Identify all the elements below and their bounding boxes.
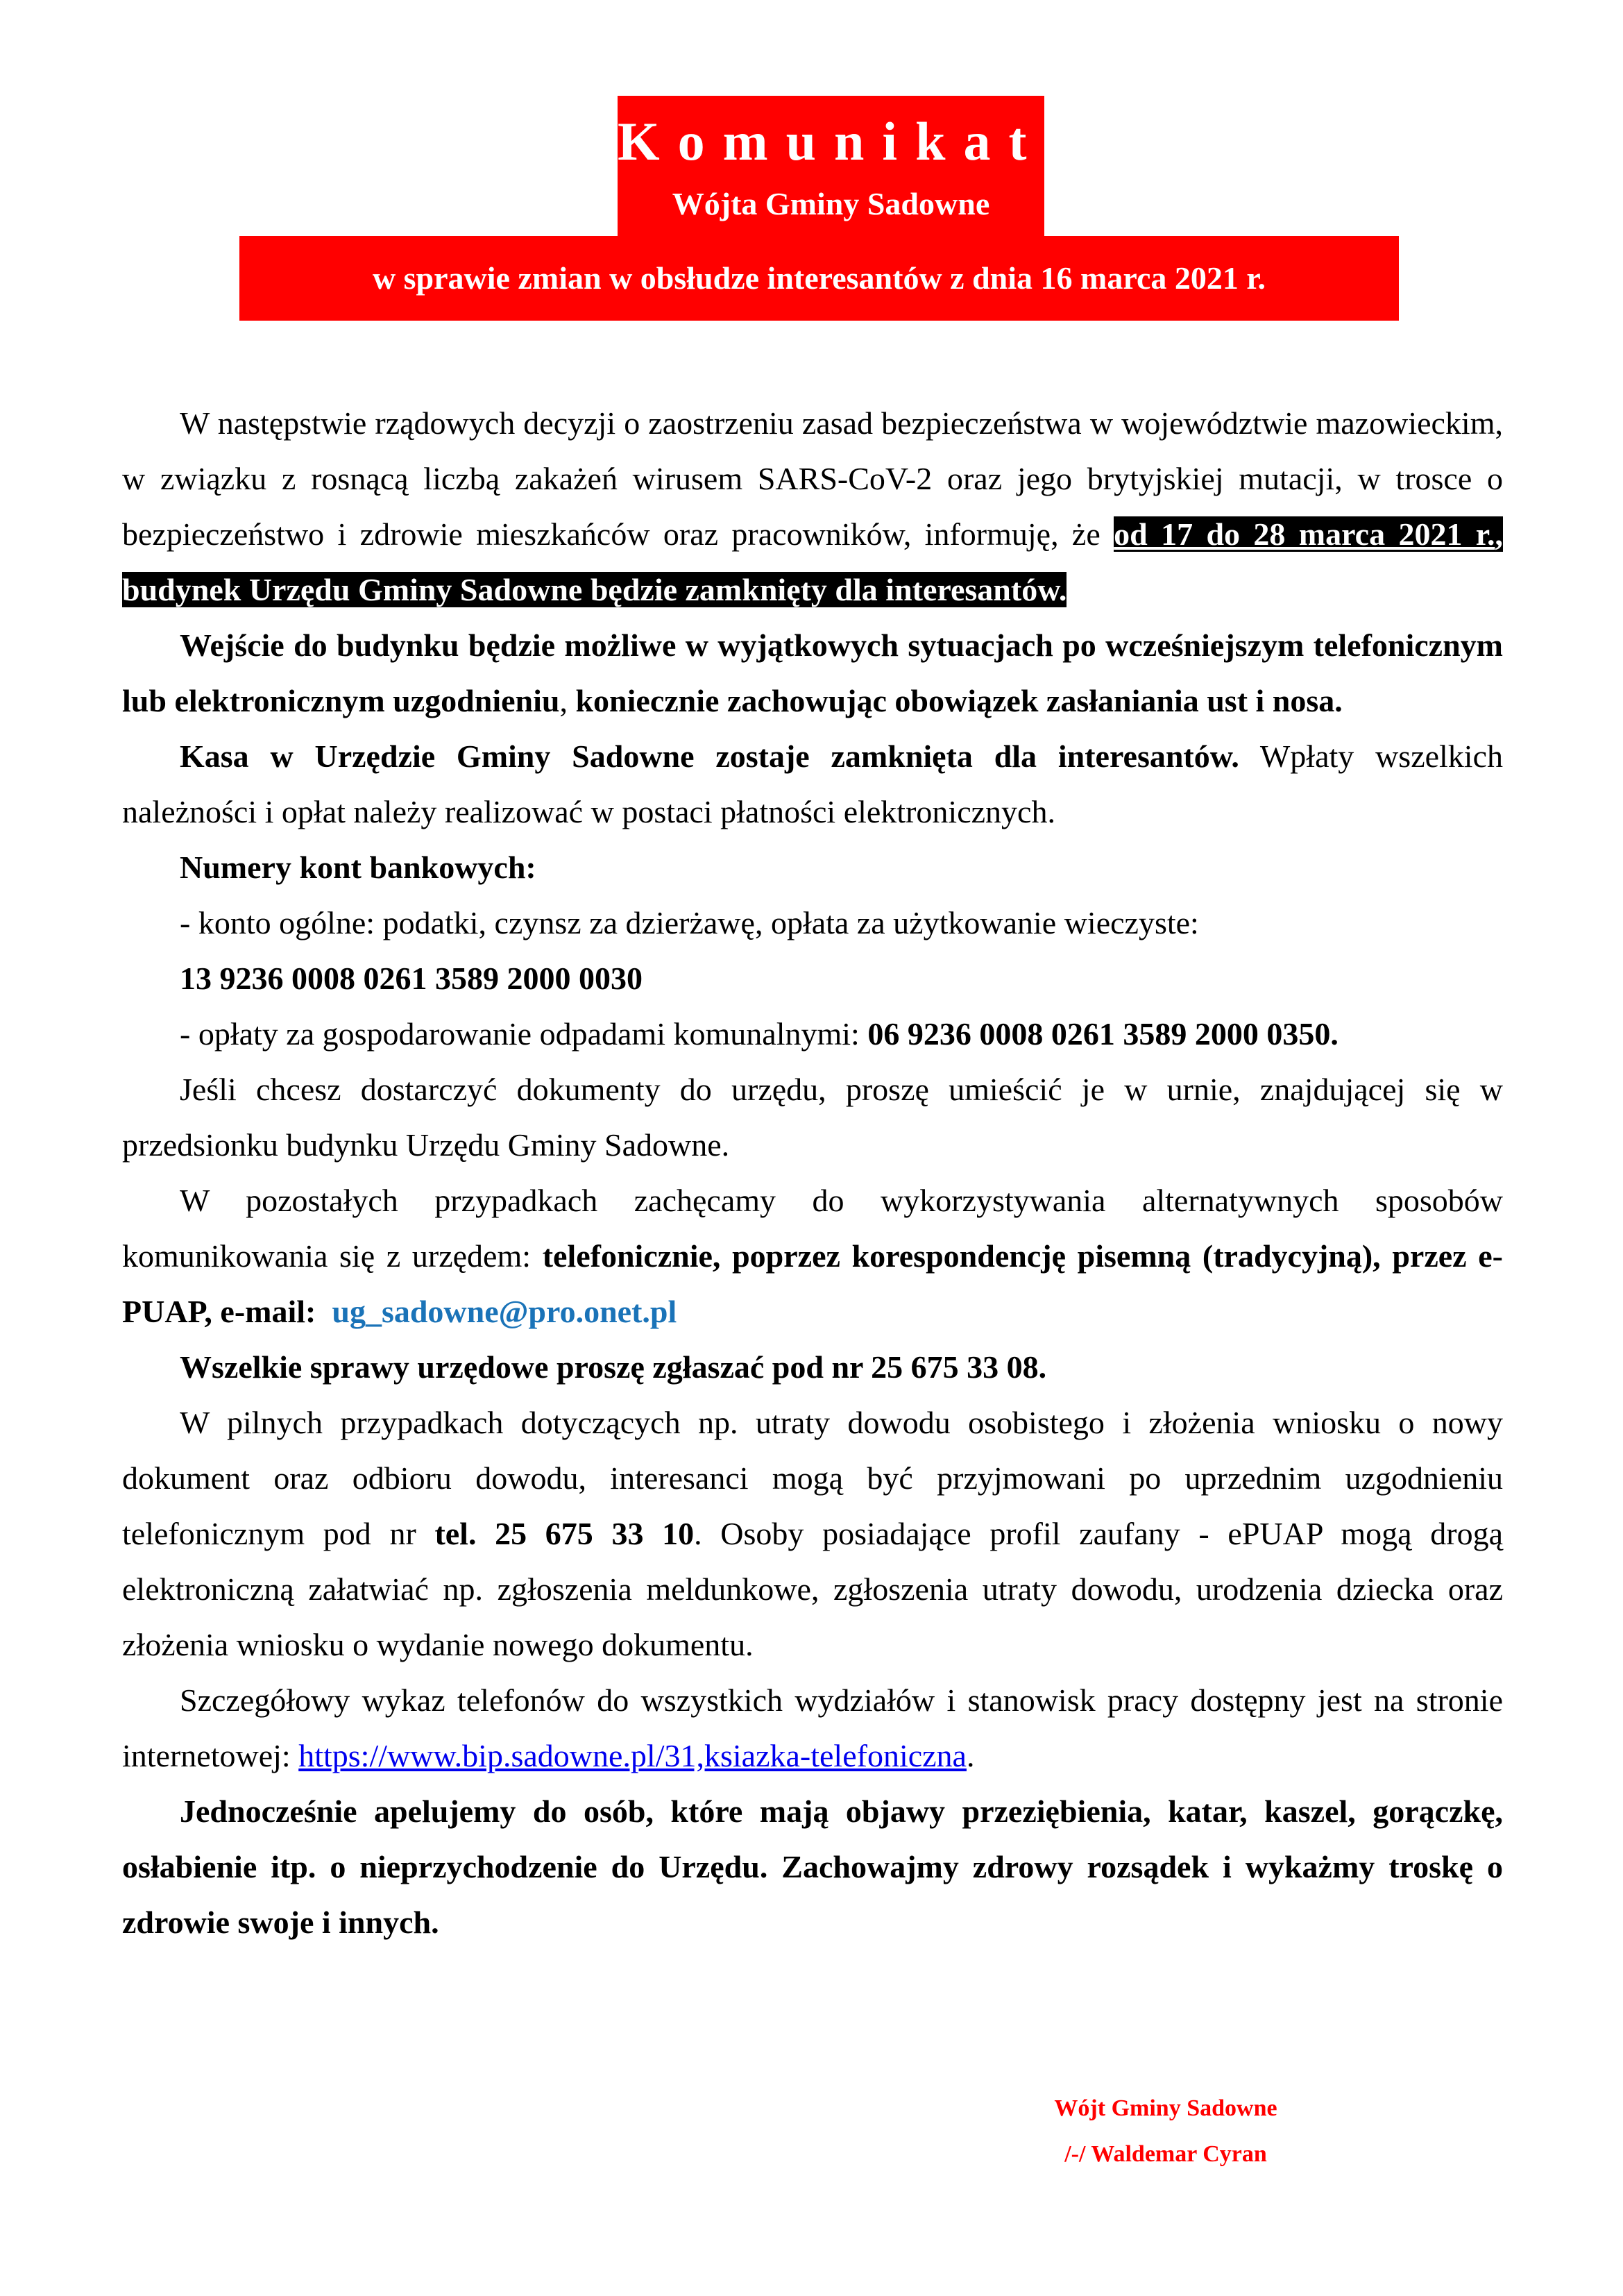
entry-sep: , (559, 683, 576, 718)
paragraph-phone: Wszelkie sprawy urzędowe proszę zgłaszać pod nr 25 675 33 08. (180, 1349, 1047, 1385)
contact-methods: telefonicznie, poprzez korespondencję pisemną (tradycyjną), przez e-PUAP, e-mail: (122, 1238, 1503, 1329)
contact-intro: W pozostałych przypadkach zachęcamy do wykorzystywania alternatywnych sposobów komunikowania się z urzędem: (122, 1183, 1503, 1274)
urgent-text-a: W pilnych przypadkach dotyczących np. utraty dowodu osobistego i złożenia wniosku o nowy dokument oraz odbioru dowodu, interesanci mogą być przyjmowani po uprzednim uzgodnieniu telefonicznym pod nr (122, 1405, 1503, 1551)
directory-link[interactable]: https://www.bip.sadowne.pl/31,ksiazka-telefoniczna (298, 1738, 967, 1773)
paragraph-entry (122, 618, 1503, 729)
accounts-heading: Numery kont bankowych: (180, 850, 536, 885)
cashier-payments: Wpłaty wszelkich należności i opłat należy realizować w postaci płatności elektronicznych. (122, 738, 1504, 829)
paragraph-directory (122, 1673, 1503, 1784)
urgent-phone: tel. 25 675 33 10 (434, 1516, 695, 1551)
signature-name: /-/ Waldemar Cyran (1064, 2141, 1267, 2167)
entry-rule: Wejście do budynku będzie możliwe w wyjątkowych sytuacjach po wcześniejszym telefonicznym lub elektronicznym uzgodnieniu (122, 627, 1503, 718)
document-body (122, 396, 1503, 1950)
document-subject: w sprawie zmian w obsłudze interesantów z dnia 16 marca 2021 r. (239, 236, 1399, 321)
directory-end: . (966, 1738, 975, 1773)
signature-title: Wójt Gminy Sadowne (1054, 2095, 1277, 2121)
contact-gap (316, 1294, 332, 1329)
account-general-label: - konto ogólne: podatki, czynsz za dzierżawę, opłata za użytkowanie wieczyste: (180, 905, 1199, 940)
signature (958, 2086, 1374, 2177)
account-waste-label: - opłaty za gospodarowanie odpadami komunalnymi: (180, 1016, 868, 1052)
urgent-text-b: . Osoby posiadające profil zaufany - ePUAP mogą drogą elektroniczną załatwiać np. zgłoszenia meldunkowe, zgłoszenia utraty dowodu, urodzenia dziecka oraz złożenia wniosku o wydanie nowego dokumentu. (122, 1516, 1503, 1662)
paragraph-appeal: Jednocześnie apelujemy do osób, które mają objawy przeziębienia, katar, kaszel, gorączkę, osłabienie itp. o nieprzychodzenie do Urzędu. Zachowajmy zdrowy rozsądek i wykażmy troskę o zdrowie swoje i innych. (122, 1793, 1503, 1940)
email-link[interactable]: ug_sadowne@pro.onet.pl (332, 1294, 677, 1329)
account-waste (122, 1006, 1503, 1062)
paragraph-contact (122, 1173, 1503, 1340)
cashier-closed: Kasa w Urzędzie Gminy Sadowne zostaje zamknięta dla interesantów. (180, 738, 1239, 774)
directory-text: Szczegółowy wykaz telefonów do wszystkich wydziałów i stanowisk pracy dostępny jest na stronie internetowej: (122, 1682, 1503, 1773)
header-title-box (618, 96, 1044, 236)
closure-dates: od 17 do 28 marca 2021 r. (1114, 516, 1495, 552)
document-title: Komunikat (618, 111, 1045, 171)
document-subtitle: Wójta Gminy Sadowne (672, 186, 990, 221)
paragraph-closure (122, 396, 1503, 618)
closure-statement: , budynek Urzędu Gminy Sadowne będzie zamknięty dla interesantów. (122, 516, 1503, 607)
paragraph-urgent (122, 1395, 1503, 1673)
closure-intro: W następstwie rządowych decyzji o zaostrzeniu zasad bezpieczeństwa w województwie mazowieckim, w związku z rosnącą liczbą zakażeń wirusem SARS-CoV-2 oraz jego brytyjskiej mutacji, w trosce o bezpieczeństwo i zdrowie mieszkańców oraz pracowników, informuję, że (122, 405, 1503, 552)
paragraph-documents: Jeśli chcesz dostarczyć dokumenty do urzędu, proszę umieścić je w urnie, znajdującej się w przedsionku budynku Urzędu Gminy Sadowne. (122, 1072, 1503, 1163)
entry-mask-rule: koniecznie zachowując obowiązek zasłaniania ust i nosa. (575, 683, 1343, 718)
account-waste-number: 06 9236 0008 0261 3589 2000 0350. (867, 1016, 1339, 1052)
account-general-number: 13 9236 0008 0261 3589 2000 0030 (180, 961, 643, 996)
paragraph-cashier (122, 729, 1503, 840)
